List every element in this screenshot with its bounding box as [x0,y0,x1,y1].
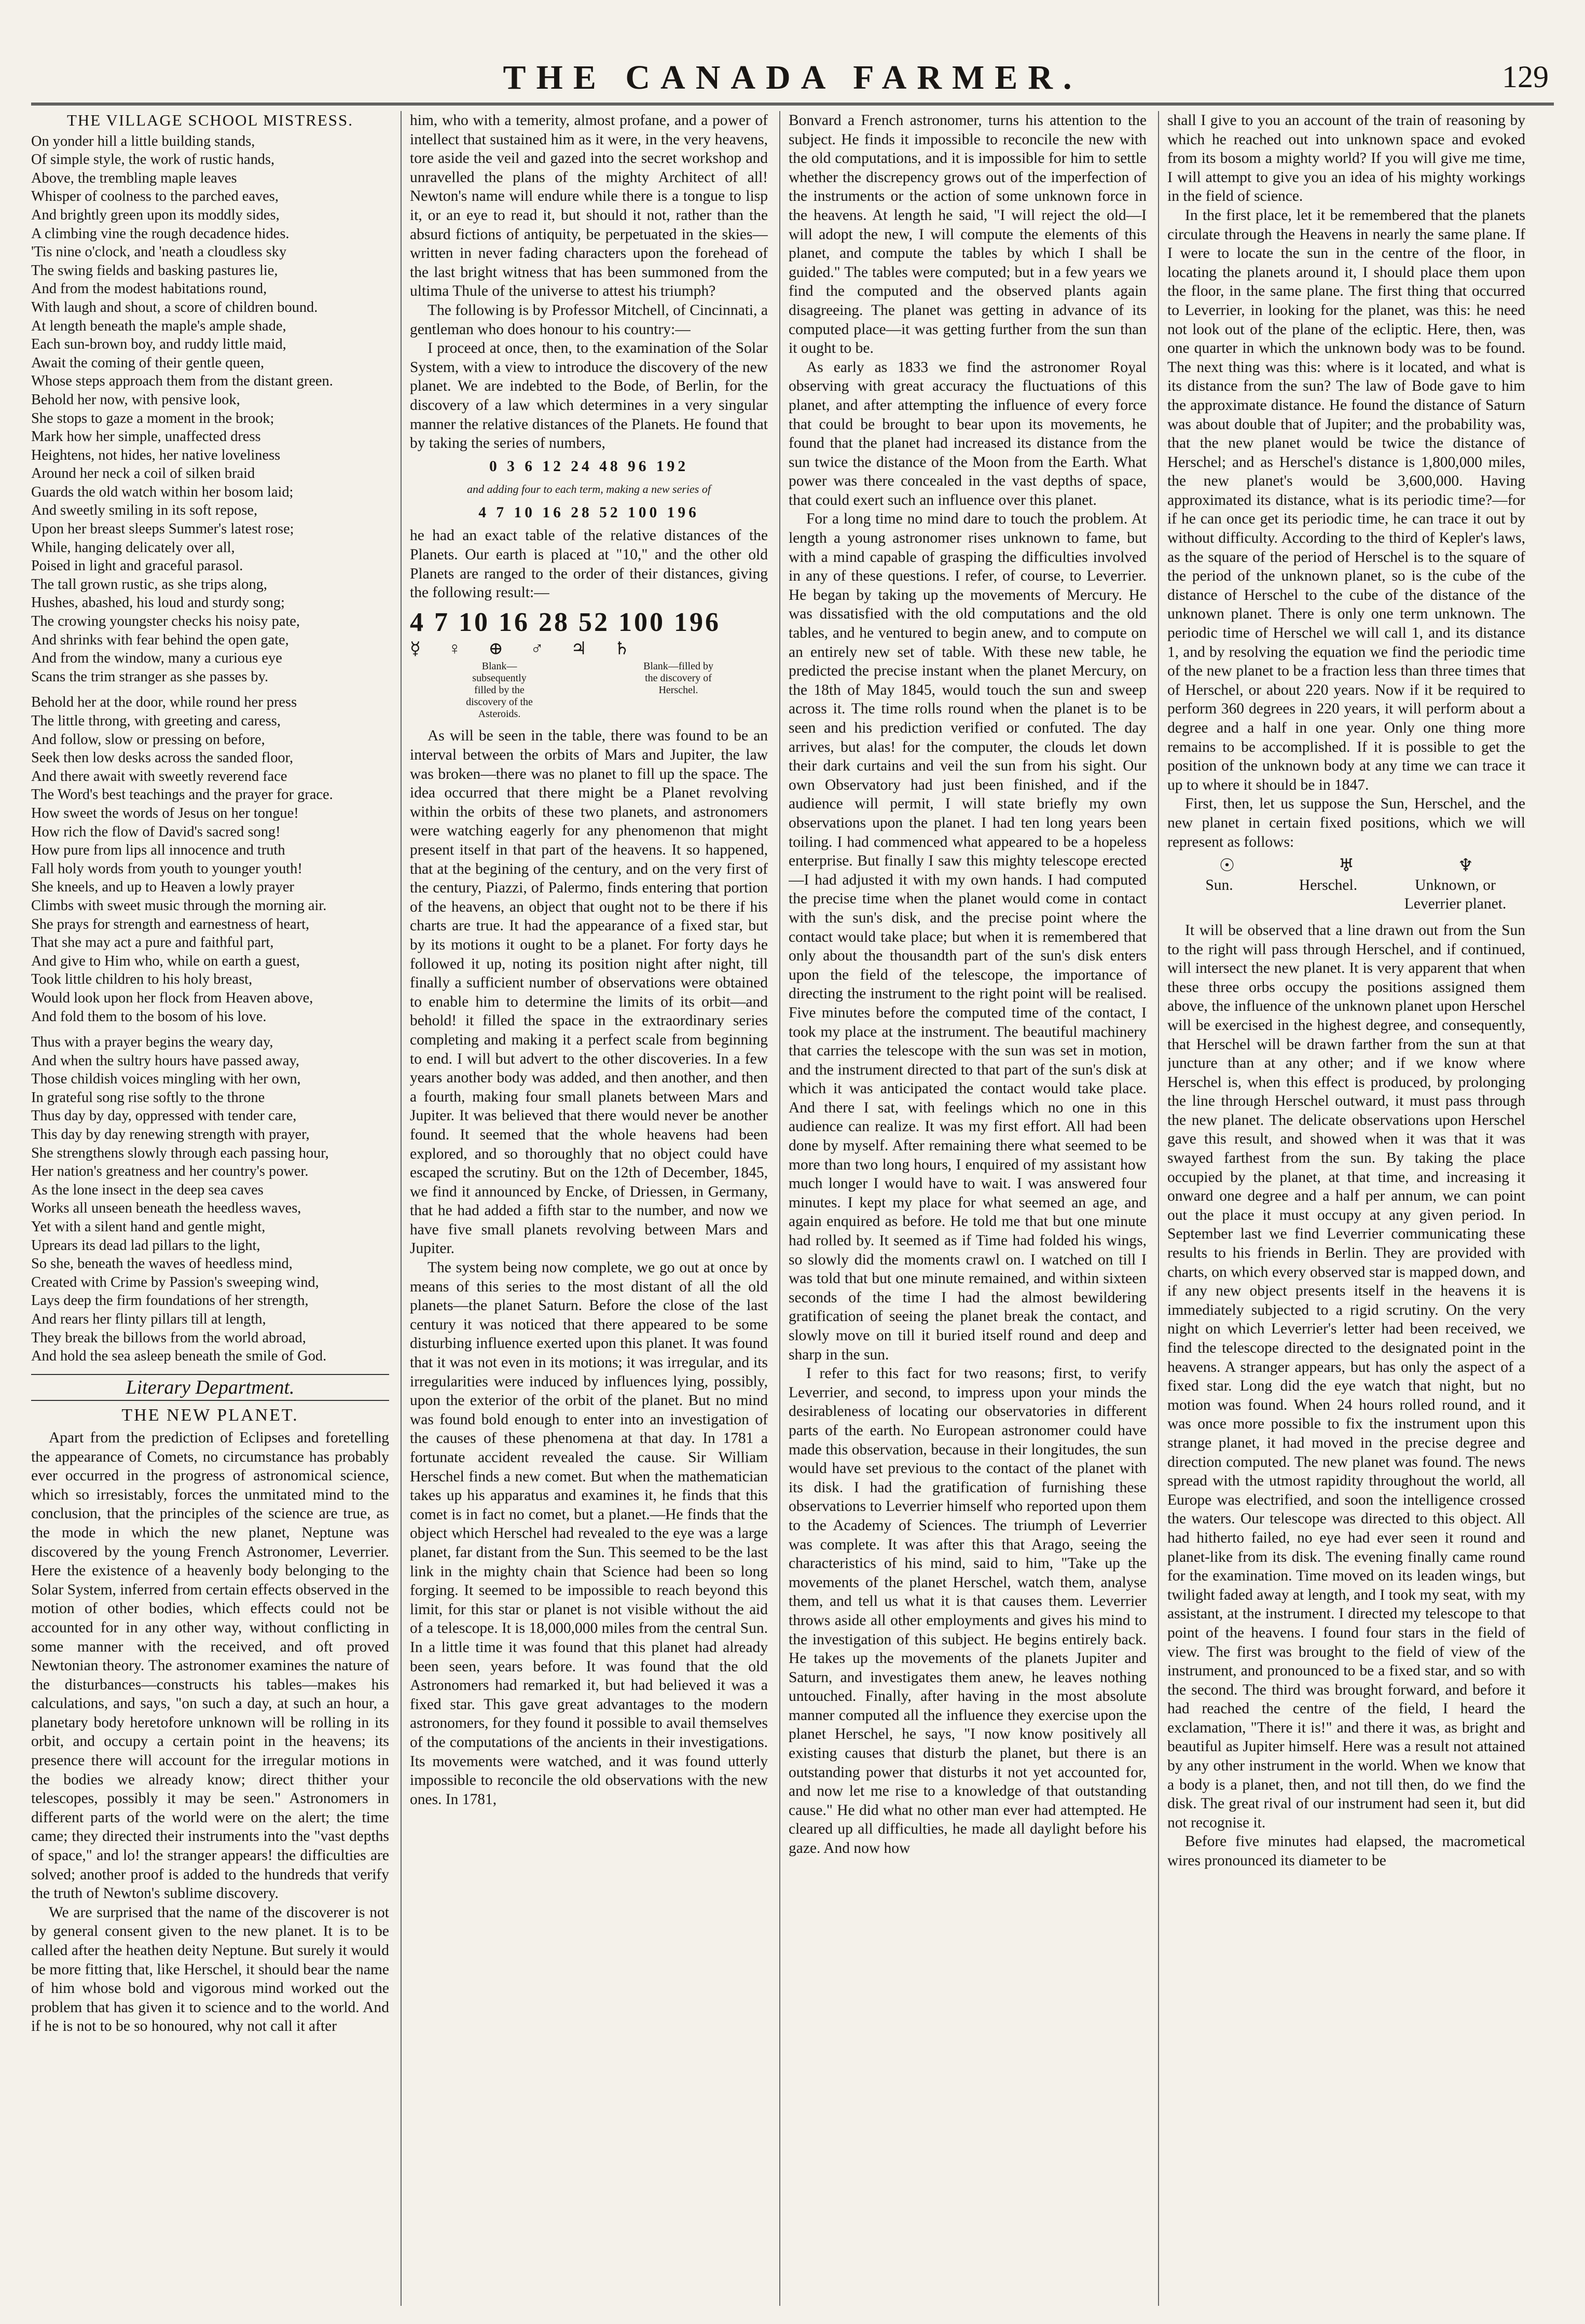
blank-note-asteroids: Blank—subsequently filled by the discovery of the Asteroids. [466,661,533,720]
series-note: and adding four to each term, making a new series of [467,483,711,496]
page-header [31,56,1554,105]
article-paragraph: As early as 1833 we find the astronomer Royal observing with great accuracy the fluctuations of this planet, and after attempting the influence of every force that could be brought to bear upon its movements, he found that the planet had increased its distance from the sun twice the distance of the Moon from the Earth. What power was there concealed in the vast depths of space, that could exert such an influence over this planet. [789,359,1147,508]
article-paragraph: It will be observed that a line drawn out from the Sun to the right will pass through Herschel, and if continued, will intersect the new planet. It is very apparent that when these three orbs occupy the positions assigned them above, the influence of the unknown planet upon Herschel will be exercised in the highest degree, and consequently, that Herschel will be drawn farther from the sun at that juncture than at any other; and if we know where Herschel is, when this effect is produced, by prolonging the line through Herschel outward, it must pass through the new planet. The delicate observations upon Herschel gave this result, and showed when it was that it was swayed farthest from the sun. By taking the place occupied by the planet, at that time, and increasing it onward one degree and a half per annum, we can point out the place it must occupy at any given period. In September last we find Leverrier communicating these results to his friends in Berlin. They are provided with charts, on which every observed star is mapped down, and if any new object presents itself in the heavens it is immediately subjected to a rigid scrutiny. On the very night on which Leverrier's letter had been received, we find the telescope directed to the designated point in the heavens. A stranger appears, but has only the aspect of a fixed star. Long did the eye watch that night, but no motion was found. When 24 hours rolled round, and it was once more possible to fix the instrument upon this strange planet, it had moved in the precise degree and direction computed. The new planet was found. The news spread with the utmost rapidity throughout the world, all Europe was electrified, and soon the intelligence crossed the waters. Our telescope was directed to this object. All had hitherto failed, no eye had ever seen it round and planet-like from its disk. The evening finally came round for the examination. Time moved on its leaden wings, but twilight faded away at length, and I took my seat, with my assistant, at the instrument. I directed my telescope to that point of the heavens. I found four stars in the field of view. The first was brought to the field of view of the instrument, and pronounced to be a fixed star, and so with the second. The third was brought forward, and before it had reached the centre of the field, I heard the exclamation, "There it is!" and there it was, as bright and beautiful as Jupiter himself. Here was a result not attained by any other instrument in the world. When we know that a body is a planet, then, and not till then, do we find the disk. The great rival of our instrument had seen it, but did not recognise it. [1167,922,1525,1831]
column-rule [779,111,780,2306]
article-paragraph: I refer to this fact for two reasons; first, to verify Leverrier, and second, to impress upon your minds the desirableness of locating our observatories in different parts of the earth. No European astronomer could have made this observation, because in their longitudes, the sun would have set previous to the contact of the planet with its disk. I had the gratification of furnishing these observations to Leverrier himself who reported upon them to the Academy of Sciences. The triumph of Leverrier was complete. It was after this that Arago, seeing the characteristics of his mind, said to him, "Take up the movements of the planet Herschel, watch them, analyse them, and tell us what it is that causes them. Leverrier throws aside all other employments and gives his mind to the investigation of this subject. He begins entirely back. He takes up the movements of the planets Jupiter and Saturn, and investigates them anew, he leaves nothing untouched. Finally, after having in the most absolute manner computed all the influence they exercise upon the planet Herschel, he says, "I now know positively all existing causes that disturb the planet, but there is an outstanding power that disturbs it not yet accounted for, and now let me rise to a knowledge of that outstanding cause." He did what no other man ever had attempted. He cleared up all difficulties, he made all daylight before his gaze. And now how [789,1365,1147,1857]
article-paragraph: We are surprised that the name of the discoverer is not by general consent given to the new planet. It is to be called after the heathen deity Neptune. But surely it would be more fitting that, like Herschel, it should bear the name of him whose bold and vigorous mind worked out the problem that has given it to science and to the world. And if he is not to be so honoured, why not call it after [31,1904,389,2035]
column-rule [1158,111,1159,2306]
page-number: 129 [1502,60,1549,94]
new-planet-symbol-icon: ♆ [1457,856,1474,876]
poem-title: THE VILLAGE SCHOOL MISTRESS. [66,111,353,129]
article-paragraph: The system being now complete, we go out at once by means of this series to the most distant of all the old planets—the planet Saturn. Before the close of the last century it was noticed that there appeared to be some disturbing influence exerted upon this planet. It was found that it was not even in its motions; it was irregular, and its irregularities were induced by influences lying, possibly, upon the exterior of the orbit of the planet. But no mind was found bold enough to enter into an investigation of the causes of these phenomena at that day. In 1781 a fortunate accident revealed the cause. Sir William Herschel finds a new comet. But when the mathematician takes up his apparatus and examines it, he finds that this comet is in fact no comet, but a planet.—He finds that the object which Herschel had revealed to the eye was a large planet, far distant from the Sun. This seemed to be the last link in the mighty chain that Science had been so long forging. It seemed to be impossible to reach beyond this limit, for this star or planet is not visible without the aid of a telescope. It is 18,000,000 miles from the central Sun. In a little time it was found that this planet had already been seen, years before. It was found that the old Astronomers had remarked it, but had believed it was a fixed star. This gave great advantages to the modern astronomers, for they found it possible to avail themselves of the computations of the ancients in their investigations. Its movements were watched, and it was found utterly impossible to reconcile the old observations with the new ones. In 1781, [410,1259,768,1808]
diagram-label-unknown: Unknown, or Leverrier planet. [1404,876,1507,913]
diagram-label-sun: Sun. [1205,876,1233,893]
poem-stanza: Behold her at the door, while round her press The little throng, with greeting and caress, And follow, slow or pressing on before, Seek then low desks across the sanded floor, And there await with sweetly reverend face The Word's best teachings and the prayer for grace. How sweet the words of Jesus on her tongue! How rich the flow of David's sacred song! How pure from lips all innocence and truth Fall holy words from youth to younger youth! She kneels, and up to Heaven a lowly prayer Climbs with sweet music through the morning air. She prays for strength and earnestness of heart, That she may act a pure and faithful part, And give to Him who, while on earth a guest, Took little children to his holy breast, Would look upon her flock from Heaven above, And fold them to the bosom of his love. [31,694,333,1025]
masthead-title: THE CANADA FARMER. [503,59,1082,97]
column-3 [789,111,1147,2306]
herschel-symbol-icon: ♅ [1338,856,1355,876]
article-paragraph: shall I give to you an account of the train of reasoning by which he reached out into unknown space and evoked from its bosom a mighty world? If you will give me time, I will attempt to give you an idea of his mighty workings in the field of science. [1167,112,1525,205]
column-rule [401,111,402,2306]
article-paragraph: Apart from the prediction of Eclipses and foretelling the appearance of Comets, no circumstance has probably ever occurred in the progress of astronomical science, which so irresistably, forces the unmitated mind to the conclusion, that the principles of the science are true, as the mode in which the new planet, Neptune was discovered by the young French Astronomer, Leverrier. Here the existence of a heavenly body belonging to the Solar System, inferred from certain effects observed in the motion of other bodies, which effects could not be accounted for in any other way, without conflicting in some manner with the received, and oft proved Newtonian theory. The astronomer examines the nature of the disturbances—constructs his tables—makes his calculations, and says, "on such a day, at such an hour, a planetary body heretofore unknown will be rolling in its orbit, and occupy a certain point in the heavens; its presence there will account for the irregular motions in the bodies we already know; direct thither your telescopes, possibly it may be seen." Astronomers in different parts of the world were on the alert; the time came; they directed their instruments into the "vast depths of space," and lo! the stranger appears! the difficulties are solved; another proof is added to the hundreds that verify the truth of Newton's sublime discovery. [31,1429,389,1902]
column-1 [31,111,389,2306]
article-paragraph: As will be seen in the table, there was found to be an interval between the orbits of Mars and Jupiter, the law was broken—there was no planet to fill up the space. The idea occurred that there might be a Planet revolving within the orbits of these two planets, and astronomers were watching eagerly for any phenomenon that might present itself in that part of the heavens. It so happened, that at the begining of the century, and on the very first of the century, Piazzi, of Palermo, finds entering that portion of the heavens, an object that ought not to be there if his charts are true. It had the appearance of a fixed star, but by its motions it ought to be a planet. For forty days he followed it up, noting its position night after night, till finally a sufficient number of observations were obtained to enable him to determine the limits of its orbit—and behold! it filled the space in the extraordinary series completing and making it a perfect scale from beginning to end. I will but advert to the other discoveries. In a few years another body was added, and then another, and then a fourth, making four small planets between Mars and Jupiter. It was believed that there would never be another found. It seemed that the whole heavens had been explored, and so thoroughly that no object could have escaped the scrutiny. But on the 12th of December, 1845, we find it announced by Encke, of Driessen, in Germany, that he had added a fifth star to the number, and now we have five small planets revolving between Mars and Jupiter. [410,727,768,1257]
article-paragraph: First, then, let us suppose the Sun, Herschel, and the new planet in certain fixed positions, which we will represent as follows: [1167,795,1525,850]
poem-stanza: On yonder hill a little building stands, Of simple style, the work of rustic hands, Above, the trembling maple leaves Whisper of coolness to the parched eaves, And brightly green upon its moddly sides, A climbing vine the rough decadence hides. 'Tis nine o'clock, and 'neath a cloudless sky The swing fields and basking pastures lie, And from the modest habitations round, With laugh and shout, a score of children bound. At length beneath the maple's ample shade, Each sun-brown boy, and ruddy little maid, Await the coming of their gentle queen, Whose steps approach them from the distant green. Behold her now, with pensive look, She stops to gaze a moment in the brook; Mark how her simple, unaffected dress Heightens, not hides, her native loveliness Around her neck a coil of silken braid Guards the old watch within her bosom laid; And sweetly smiling in its soft repose, Upon her breast sleeps Summer's latest rose; While, hanging delicately over all, Poised in light and graceful parasol. The tall grown rustic, as she trips along, Hushes, abashed, his loud and sturdy song; The crowing youngster checks his noisy pate, And shrinks with fear behind the open gate, And from the window, many a curious eye Scans the trim stranger as she passes by. [31,133,333,685]
column-2 [410,111,768,2306]
position-diagram-symbols [1167,857,1525,876]
department-heading: Literary Department. [31,1374,389,1401]
sun-symbol-icon: ☉ [1219,856,1235,876]
planet-symbols-row: ☿ ♀ ⊕ ♂ ♃ ♄ [410,639,641,658]
column-4 [1167,111,1525,2306]
article-paragraph: In the first place, let it be remembered that the planets circulate through the Heavens in nearly the same plane. If I were to locate the sun in the centre of the floor, in locating the planets around it, I should place them upon the floor, in the same plane. The first thing that occurred to Leverrier, in looking for the planet, was this: he need not look out of the plane of the ecliptic. Here, then, was one quarter in which the unknown body was to be found. The next thing was this: where is it located, and what is its distance from the sun? The law of Bode gave to him the approximate distance. He found the distance of Saturn was about double that of Jupiter; and the probability was, that the new planet would be twice the distance of Herschel; and as Herschel's distance is 1,800,000 miles, the new planet's would be 3,600,000. Having approximated its distance, what is its periodic time?—for if he can once get its periodic time, he can trace it out by without difficulty. According to the third of Kepler's laws, as the square of the period of Herschel is to the square of the period of the unknown planet, so is the cube of the distance of Herschel to the cube of the distance of the unknown planet. There is only one term unknown. The periodic time of Herschel we will call 1, and its distance 1, and by resolving the equation we find the periodic time of the new planet to be a fraction less than three times that of Herschel, or about 220 years. Now if it be required to perform 360 degrees in 220 years, it will perform about a degree and a half in one year. Only one thing more remains to be accomplished. If it is possible to get the position of the unknown body at any time we can trace it up to where it should be in 1847. [1167,207,1525,793]
article-paragraph: him, who with a temerity, almost profane, and a power of intellect that sustained him as it were, in the very heavens, tore aside the veil and gazed into the secret workshop and unravelled the plans of the mighty Architect of all! Newton's name will endure while there is a tongue to lisp it, or an eye to read it, but should it not, rather than the absurd fictions of antiquity, be perpetuated in the skies—written in never fading characters upon the forehead of the last bright witness that has been summoned from the ultima Thule of the universe to attest his triumph? [410,112,768,300]
article-paragraph: The following is by Professor Mitchell, of Cincinnati, a gentleman who does honour to his country:— [410,301,768,338]
article-paragraph: I proceed at once, then, to the examination of the Solar System, with a view to introduce the discovery of the new planet. We are indebted to the Bode, of Berlin, for the discovery of a law which determines in a very singular manner the relative distances of the Planets. He found that by taking the series of numbers, [410,340,768,452]
article-paragraph: Bonvard a French astronomer, turns his attention to the subject. He finds it impossible to reconcile the new with the old computations, and it is impossible for him to settle whether the discrepency grows out of the imperfection of the instruments or the action of some unknown force in the heavens. At length he said, "I will reject the old—I will adopt the new, I will compute the elements of this planet, and compute the tables by which I shall be guided." The tables were computed; but in a few years we find the computed and the observed plants again disagreeing. The planet was getting in advance of its computed place—it was getting further from the sun than it ought to be. [789,112,1147,357]
position-diagram-labels [1167,876,1525,914]
article-paragraph: For a long time no mind dare to touch the problem. At length a young astronomer rises unknown to fame, but with a mind capable of grasping the difficulties involved in any of these questions. I refer, of course, to Leverrier. He began by taking up the movements of Mercury. He was dissatisfied with the old computations and the old tables, and he ventured to begin anew, and to compute on an entirely new set of table. With these new table, he predicted the precise instant when the planet Mercury, on the 18th of May 1845, would touch the sun and sweep across it. The time rolls round when the planet is to be seen and his prediction verified or confuted. The day arrives, but alas! for the computer, the clouds let down their dark curtains and veil the sun from his sight. Our own Observatory had just been finished, and if the audience will permit, I will state briefly my own observations upon the planet. I had ten long years been toiling. I had commenced what appeared to be a hopeless enterprise. But finally I saw this mighty telescope erected—I had adjusted it with my own hands. I had computed the precise time when the planet would come in contact with the sun's disk, and the precise point where the contact would take place; but when it is remembered that only about the thousandth part of the sun's disk enters upon the field of the telescope, the importance of directing the instrument to the right point will be realised. Five minutes before the computed time of the contact, I took my place at the instrument. The beautiful machinery that carries the telescope with the sun was set in motion, and the instrument directed to that part of the sun's disk at which it was anticipated the contact would take place. And there I sat, with feelings which no one in this audience can realize. It was my first effort. All had been done by myself. After remaining there what seemed to be more than two long hours, I enquired of my assistant how much longer I would have to wait. I was answered four minutes. I kept my place for what seemed an age, and again enquired as before. He told me that but one minute had rolled by. It seemed as if Time had folded his wings, so slowly did the moments crawl on. I watched on till I was told that but one minute remained, and within sixteen seconds of the time I had the almost bewildering gratification of seeing the planet break the contact, and slowly move on till it buried itself round and deep and sharp in the sun. [789,511,1147,1363]
planet-distance-series: 4 7 10 16 28 52 100 196 [410,607,721,637]
article-paragraph: he had an exact table of the relative distances of the Planets. Our earth is placed at "10," and the other old Planets are ranged to the order of their distances, giving the following result:— [410,527,768,601]
number-series-1: 0 3 6 12 24 48 96 192 [489,458,689,475]
poem-stanza: Thus with a prayer begins the weary day, And when the sultry hours have passed away, Those childish voices mingling with her own, In grateful song rise softly to the throne Thus day by day, oppressed with tender care, This day by day renewing strength with prayer, She strengthens slowly through each passing hour, Her nation's greatness and her country's power. As the lone insect in the deep sea caves Works all unseen beneath the heedless waves, Yet with a silent hand and gentle might, Uprears its dead lad pillars to the light, So she, beneath the waves of heedless mind, Created with Crime by Passion's sweeping wind, Lays deep the firm foundations of her strength, And rears her flinty pillars till at length, They break the billows from the world abroad, And hold the sea asleep beneath the smile of God. [31,1034,329,1365]
blank-note-herschel: Blank—filled by the discovery of Herschel. [643,661,713,696]
number-series-2: 4 7 10 16 28 52 100 196 [478,504,699,521]
diagram-label-herschel: Herschel. [1299,876,1358,893]
article-paragraph: Before five minutes had elapsed, the macrometical wires pronounced its diameter to be [1167,1833,1525,1869]
article-title: THE NEW PLANET. [121,1406,299,1425]
blank-notes [410,661,768,720]
